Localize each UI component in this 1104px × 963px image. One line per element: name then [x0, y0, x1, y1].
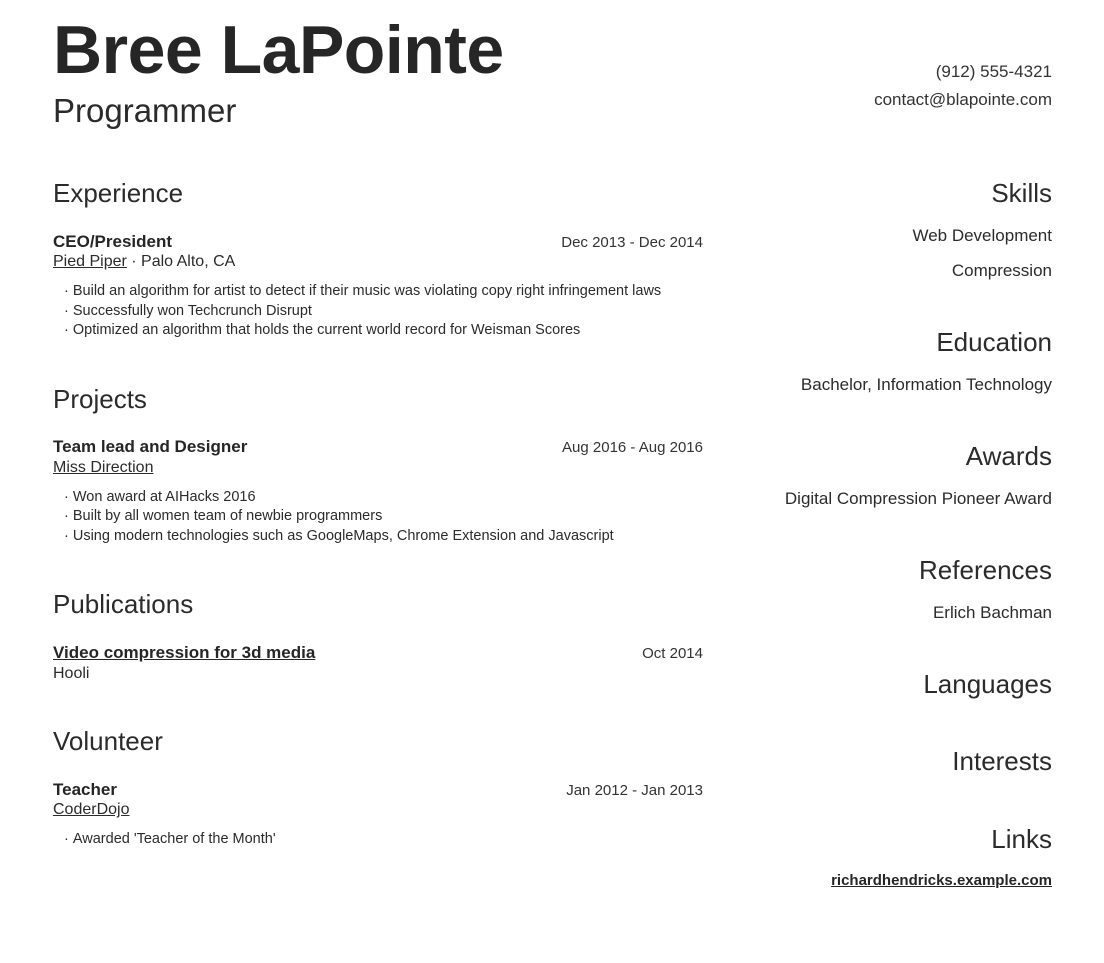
bullet-item: · Optimized an algorithm that holds the current world record for Weisman Scores	[64, 321, 703, 341]
main-content	[53, 179, 1052, 937]
entry-head	[53, 780, 703, 800]
section-education	[703, 328, 1052, 394]
bullet-list	[53, 282, 703, 341]
section-heading-education: Education	[936, 327, 1052, 358]
education-item: Bachelor, Information Technology	[800, 375, 1052, 395]
entry-dates: Dec 2013 - Dec 2014	[561, 233, 703, 251]
section-heading-interests: Interests	[952, 746, 1052, 777]
entry-head	[53, 643, 703, 663]
volunteer-entry	[53, 780, 703, 850]
publication-title-link[interactable]: Video compression for 3d media	[53, 643, 316, 663]
bullet-item: · Won award at AIHacks 2016	[64, 488, 703, 508]
award-item: Digital Compression Pioneer Award	[784, 488, 1052, 508]
entry-subtitle	[53, 665, 703, 683]
section-heading-languages: Languages	[923, 668, 1052, 699]
section-interests	[703, 747, 1052, 777]
entry-dates: Jan 2012 - Jan 2013	[566, 781, 703, 799]
right-column	[703, 179, 1052, 937]
org-link[interactable]: Miss Direction	[53, 459, 154, 477]
person-name: Bree LaPointe	[53, 12, 504, 88]
bullet-item: · Build an algorithm for artist to detect if their music was violating copy right infringement laws	[64, 282, 703, 302]
bullet-list	[53, 488, 703, 547]
bullet-item: · Successfully won Techcrunch Disrupt	[64, 302, 703, 322]
section-skills	[703, 179, 1052, 281]
section-heading-awards: Awards	[965, 441, 1052, 472]
publisher-name: Hooli	[53, 664, 90, 682]
experience-entry	[53, 232, 703, 341]
entry-title: Teacher	[53, 779, 117, 799]
bullet-item: · Built by all women team of newbie programmers	[64, 507, 703, 527]
job-title: Programmer	[53, 92, 237, 130]
section-awards	[703, 442, 1052, 508]
skill-item: Web Development	[912, 225, 1052, 245]
reference-item: Erlich Bachman	[932, 602, 1052, 622]
bullet-item: · Using modern technologies such as GoogleMaps, Chrome Extension and Javascript	[64, 527, 703, 547]
section-languages	[703, 670, 1052, 700]
org-link[interactable]: Pied Piper	[53, 253, 127, 271]
header	[53, 14, 1052, 130]
entry-subtitle	[53, 801, 703, 819]
section-projects	[53, 385, 703, 547]
phone-number: (912) 555-4321	[935, 62, 1052, 81]
entry-title: CEO/President	[53, 231, 173, 251]
left-column	[53, 179, 703, 937]
entry-subtitle	[53, 253, 703, 271]
entry-dates: Oct 2014	[642, 645, 703, 663]
entry-subtitle	[53, 459, 703, 477]
entry-title: Team lead and Designer	[53, 437, 248, 457]
section-heading-experience: Experience	[53, 177, 184, 208]
section-publications	[53, 590, 703, 682]
section-heading-volunteer: Volunteer	[53, 725, 163, 756]
entry-head	[53, 232, 703, 252]
bullet-item: · Awarded 'Teacher of the Month'	[64, 830, 703, 850]
entry-dates: Aug 2016 - Aug 2016	[562, 439, 703, 457]
skill-item: Compression	[951, 261, 1052, 281]
section-heading-references: References	[919, 554, 1052, 585]
section-experience	[53, 179, 703, 341]
external-link[interactable]: richardhendricks.example.com	[831, 872, 1052, 890]
section-links	[703, 825, 1052, 889]
email-address: contact@blapointe.com	[874, 90, 1052, 109]
entry-head	[53, 437, 703, 457]
contact-info	[874, 58, 1052, 114]
section-references	[703, 556, 1052, 622]
section-volunteer	[53, 727, 703, 850]
section-heading-projects: Projects	[53, 383, 147, 414]
bullet-list	[53, 830, 703, 850]
section-heading-skills: Skills	[991, 177, 1052, 208]
section-heading-links: Links	[991, 824, 1052, 855]
entry-location: · Palo Alto, CA	[126, 253, 236, 271]
publication-entry	[53, 643, 703, 682]
org-link[interactable]: CoderDojo	[53, 801, 130, 819]
project-entry	[53, 437, 703, 546]
section-heading-publications: Publications	[53, 589, 194, 620]
